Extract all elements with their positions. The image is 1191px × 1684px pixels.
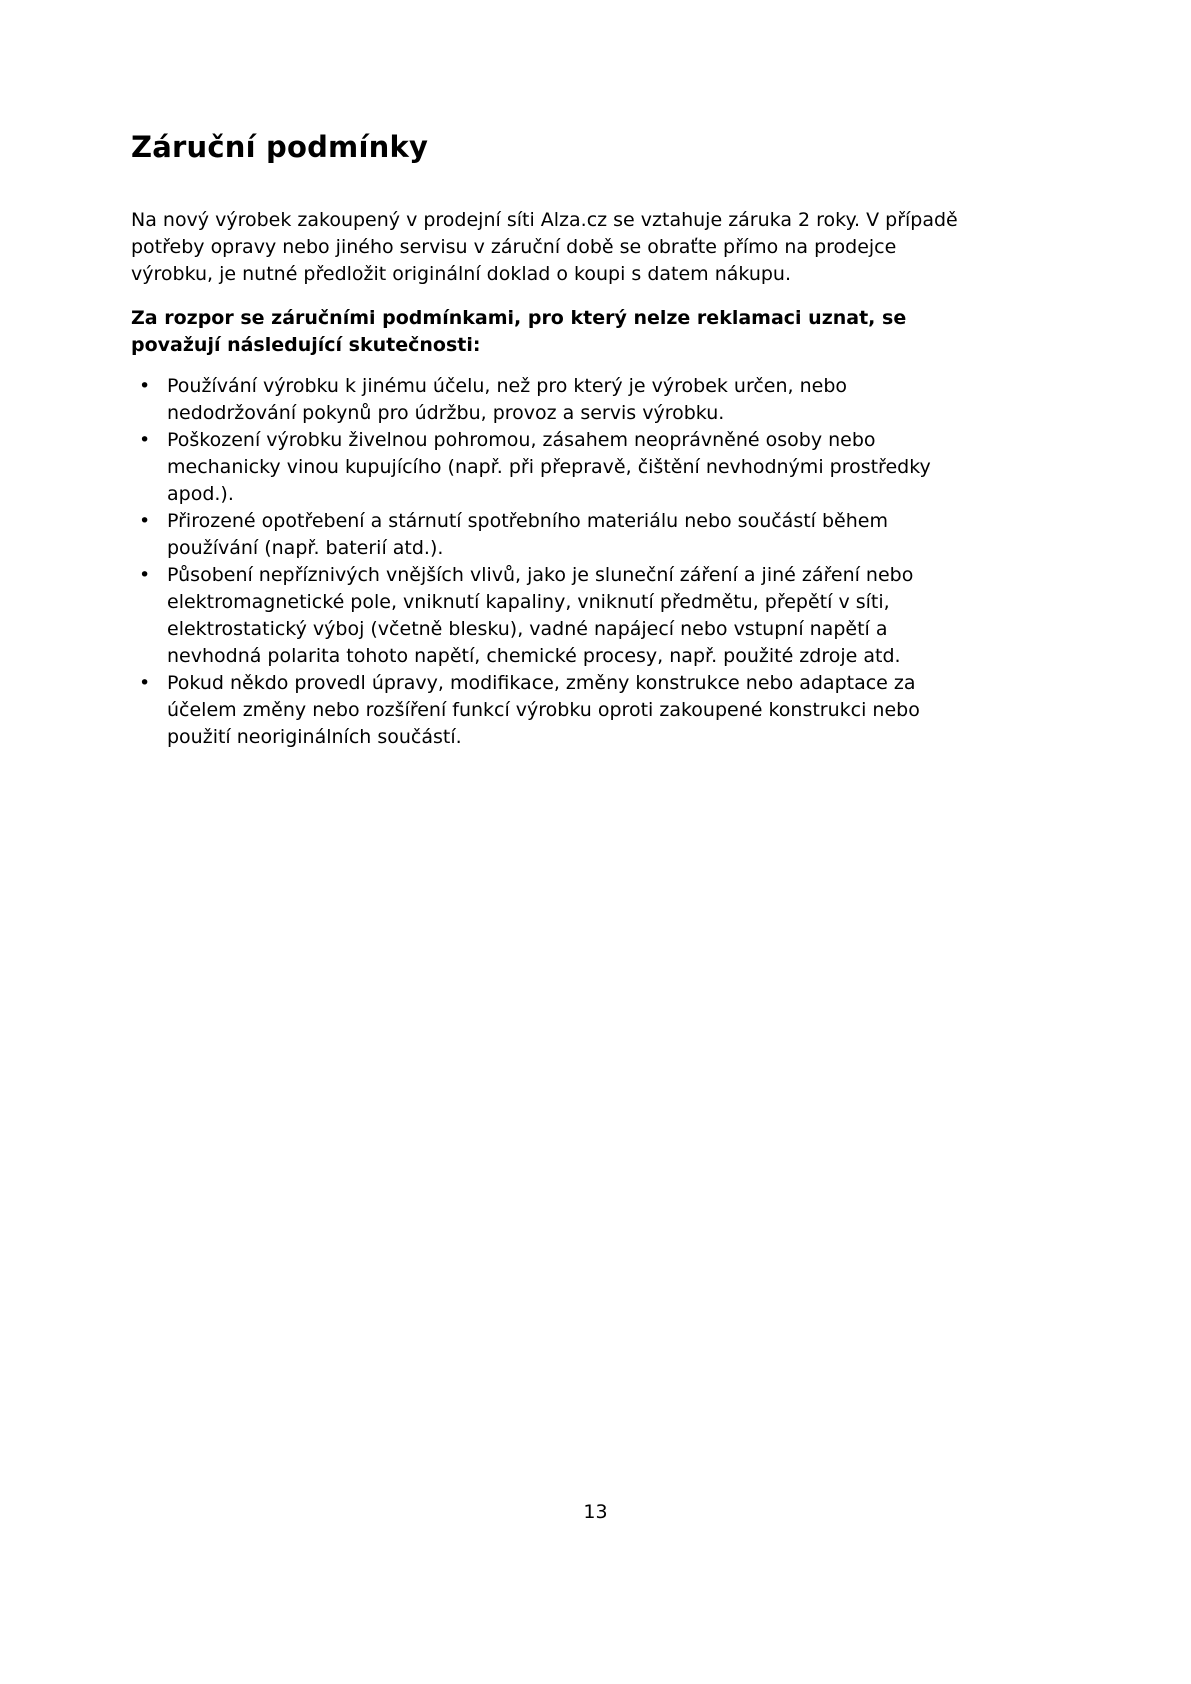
bullet-icon: • (139, 563, 151, 586)
page-title: Záruční podmínky (131, 130, 429, 164)
list-item (131, 373, 965, 427)
list-item-text: Působení nepříznivých vnějších vlivů, jako je sluneční záření a jiné záření nebo elektromagnetické pole, vniknutí kapaliny, vniknutí předmětu, přepětí v síti, elektrostatický výboj (včetně blesku), vadné napájecí nebo vstupní napětí a nevhodná polarita tohoto napětí, chemické procesy, např. použité zdroje atd. (167, 563, 914, 667)
list-item (131, 562, 965, 670)
subheading: Za rozpor se záručními podmínkami, pro který nelze reklamaci uznat, se považují následující skutečnosti: (131, 306, 907, 356)
bullet-icon: • (139, 509, 151, 532)
bullet-icon: • (139, 428, 151, 451)
list-item-text: Používání výrobku k jinému účelu, než pro který je výrobek určen, nebo nedodržování pokynů pro údržbu, provoz a servis výrobku. (167, 374, 848, 424)
list-item-text: Pokud někdo provedl úpravy, modifikace, změny konstrukce nebo adaptace za účelem změny nebo rozšíření funkcí výrobku oproti zakoupené konstrukci nebo použití neoriginálních součástí. (167, 671, 920, 748)
list-item-text: Poškození výrobku živelnou pohromou, zásahem neoprávněné osoby nebo mechanicky vinou kupujícího (např. při přepravě, čištění nevhodnými prostředky apod.). (167, 428, 931, 505)
bullet-list (131, 373, 965, 751)
intro-paragraph: Na nový výrobek zakoupený v prodejní síti Alza.cz se vztahuje záruka 2 roky. V případě potřeby opravy nebo jiného servisu v záruční době se obraťte přímo na prodejce výrobku, je nutné předložit originální doklad o koupi s datem nákupu. (131, 208, 958, 285)
list-item (131, 670, 965, 751)
page-number: 13 (583, 1501, 608, 1523)
list-item-text: Přirozené opotřebení a stárnutí spotřebního materiálu nebo součástí během používání (např. baterií atd.). (167, 509, 888, 559)
bullet-icon: • (139, 671, 151, 694)
list-item (131, 508, 965, 562)
bullet-icon: • (139, 374, 151, 397)
list-item (131, 427, 965, 508)
